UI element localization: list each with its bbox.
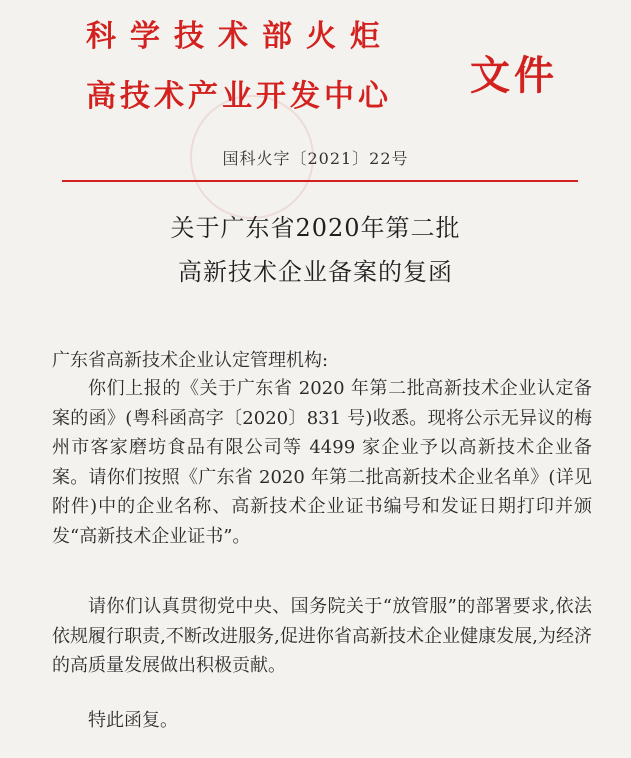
red-divider-line xyxy=(62,180,578,182)
closing-remark: 特此函复。 xyxy=(88,710,178,731)
body-paragraph-1: 你们上报的《关于广东省 2020 年第二批高新技术企业认定备案的函》(粤科函高字〔2020〕831 号)收悉。现将公示无异议的梅州市客家磨坊食品有限公司等 4499 家企业予以高新技术企业备案。请你们按照《广东省 2020 年第二批高新技术企业名单》(详见附件)中的企业名称、高新技术企业证书编号和发证日期打印并颁发“高新技术企业证书”。 xyxy=(52,378,592,547)
issuing-org-line1: 科学技术部火炬 xyxy=(86,19,394,54)
document-type-label: 文件 xyxy=(470,52,558,99)
body-paragraph-2: 请你们认真贯彻党中央、国务院关于“放管服”的部署要求,依法依规履行职责,不断改进服务,促进你省高新技术企业健康发展,为经济的高质量发展做出积极贡献。 xyxy=(52,596,592,676)
document-title-line1: 关于广东省2020年第二批 xyxy=(170,214,461,242)
salutation: 广东省高新技术企业认定管理机构: xyxy=(52,350,329,371)
document-number: 国科火字〔2021〕22号 xyxy=(222,149,409,168)
document-title-line2: 高新技术企业备案的复函 xyxy=(178,258,453,286)
issuing-org-line2: 高技术产业开发中心 xyxy=(86,79,392,114)
